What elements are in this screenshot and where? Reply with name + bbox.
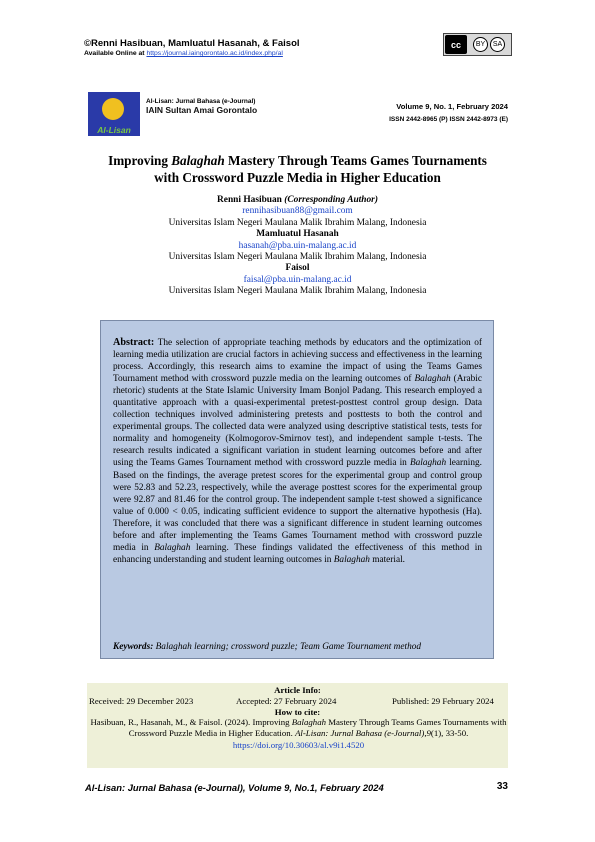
abstract-italic: Balaghah (333, 554, 370, 565)
author-affiliation: Universitas Islam Negeri Maulana Malik Ibrahim Malang, Indonesia (168, 217, 427, 228)
title-part: Mastery Through Teams Games Tournaments (224, 153, 487, 168)
title-part: Improving (108, 153, 172, 168)
abstract-part: learning. Based on the findings, the average pretest scores for the experimental group and control group were 52.83 and 52.23, respectively, while the average posttest scores for the experimental group were 92.87 and 81.46 for the control group. The independent sample t-test showed a significance value of 0.000 < 0.05, indicating sufficient evidence to support the alternative hypothesis (Ha). Therefore, it was concluded that there was a significant difference in student learning outcomes before and after implementing the Teams Games Tournament method with crossword puzzle media in (113, 458, 483, 553)
sa-icon: SA (490, 37, 505, 52)
abstract-part: learning. These findings validated the effectiveness of this method in enhancing understanding and student learning outcomes in (113, 542, 482, 565)
issn-info: ISSN 2442-8965 (P) ISSN 2442-8973 (E) (389, 116, 508, 123)
author-name: Renni Hasibuan (217, 195, 282, 205)
title-italic: Balaghah (171, 153, 225, 168)
page-number: 33 (496, 781, 508, 792)
author-name: Faisol (285, 263, 310, 274)
received-date: Received: 29 December 2023 (89, 696, 194, 706)
volume-info: Volume 9, No. 1, February 2024 (396, 102, 508, 111)
author-email[interactable]: hasanah@pba.uin-malang.ac.id (238, 240, 357, 251)
author-block (60, 195, 535, 298)
journal-name-line2: IAIN Sultan Amai Gorontalo (146, 105, 258, 115)
author-affiliation: Universitas Islam Negeri Maulana Malik Ibrahim Malang, Indonesia (168, 286, 427, 297)
citation-text (89, 717, 508, 751)
by-icon: BY (473, 37, 488, 52)
author-note: (Corresponding Author) (281, 195, 378, 205)
abstract-italic: Balaghah (409, 458, 447, 469)
logo-text: Al-Lisan (97, 125, 131, 135)
available-prefix: Available Online at (84, 50, 147, 57)
available-online (84, 50, 283, 57)
abstract-part: (Arabic rhetoric) students at the State Islamic University Imam Bonjol Padang. This research employed a quantitative approach with a quasi-experimental pretest-posttest control group design. Data collection techniques involved administering pretests and posttests to both the control and experimental groups. The collected data were analyzed using descriptive statistical tests, tests for normality and homogeneity (Kolmogorov-Smirnov test), and independent sample t-tests. The research results indicated a significant variation in student learning outcomes before and after using the Teams Games Tournament method with crossword puzzle media in (113, 374, 482, 469)
abstract-text (113, 337, 482, 566)
cite-part: Hasibuan, R., Hasanah, M., & Faisol. (2024). Improving (90, 717, 292, 727)
journal-name (146, 98, 257, 114)
how-to-cite-title: How to cite: (274, 707, 321, 717)
title-line2: with Crossword Puzzle Media in Higher Education (154, 170, 441, 185)
author-1 (60, 195, 535, 206)
cc-license-badge[interactable] (443, 33, 512, 56)
abstract-label: Abstract: (113, 337, 155, 348)
cite-volume: 9 (426, 728, 431, 739)
abstract-italic: Balaghah (154, 542, 191, 553)
footer-journal: Al-Lisan: Jurnal Bahasa (e-Journal), Volume 9, No.1, February 2024 (85, 782, 384, 793)
cite-part: (1), 33-50. (430, 728, 469, 739)
copyright-line: ©Renni Hasibuan, Mamluatul Hasanah, & Faisol (84, 38, 300, 49)
article-info-title: Article Info: (274, 685, 321, 695)
cite-part: Mastery Through Teams Games Tournaments with Crossword Puzzle Media in Higher Education. (128, 717, 507, 739)
abstract-italic: Balaghah (414, 374, 451, 385)
cc-icon: cc (445, 35, 467, 54)
journal-url-link[interactable]: https://journal.iaingorontalo.ac.id/index.php/al (146, 50, 283, 57)
cite-italic: Balaghah (291, 717, 326, 727)
journal-name-line1: Al-Lisan: Jurnal Bahasa (e-Journal) (146, 98, 256, 105)
journal-logo (88, 92, 140, 136)
author-affiliation: Universitas Islam Negeri Maulana Malik Ibrahim Malang, Indonesia (168, 252, 427, 263)
doi-link[interactable]: https://doi.org/10.30603/al.v9i1.4520 (232, 739, 365, 750)
accepted-date: Accepted: 27 February 2024 (236, 696, 337, 706)
cite-journal: Al-Lisan: Jurnal Bahasa (e-Journal) (295, 728, 425, 739)
abstract-part: The selection of appropriate teaching methods by educators and the optimization of learning media utilization are crucial factors in achieving success and effectiveness in the learning process. Accordingly, this research aims to examine the impact of using the Teams Games Tournament method with crossword puzzle media on the learning outcomes of (113, 338, 482, 385)
author-email[interactable]: faisal@pba.uin-malang.ac.id (243, 274, 352, 285)
cite-part: , (424, 728, 427, 739)
keywords-text: Balaghah learning; crossword puzzle; Team Game Tournament method (153, 642, 422, 652)
keywords-label: Keywords: (113, 642, 154, 652)
author-name: Mamluatul Hasanah (256, 229, 339, 240)
paper-title (60, 152, 535, 186)
globe-icon (102, 98, 124, 120)
abstract-part: material. (369, 554, 406, 565)
keywords (113, 642, 482, 652)
published-date: Published: 29 February 2024 (392, 696, 494, 706)
author-email[interactable]: rennihasibuan88@gmail.com (242, 206, 353, 217)
